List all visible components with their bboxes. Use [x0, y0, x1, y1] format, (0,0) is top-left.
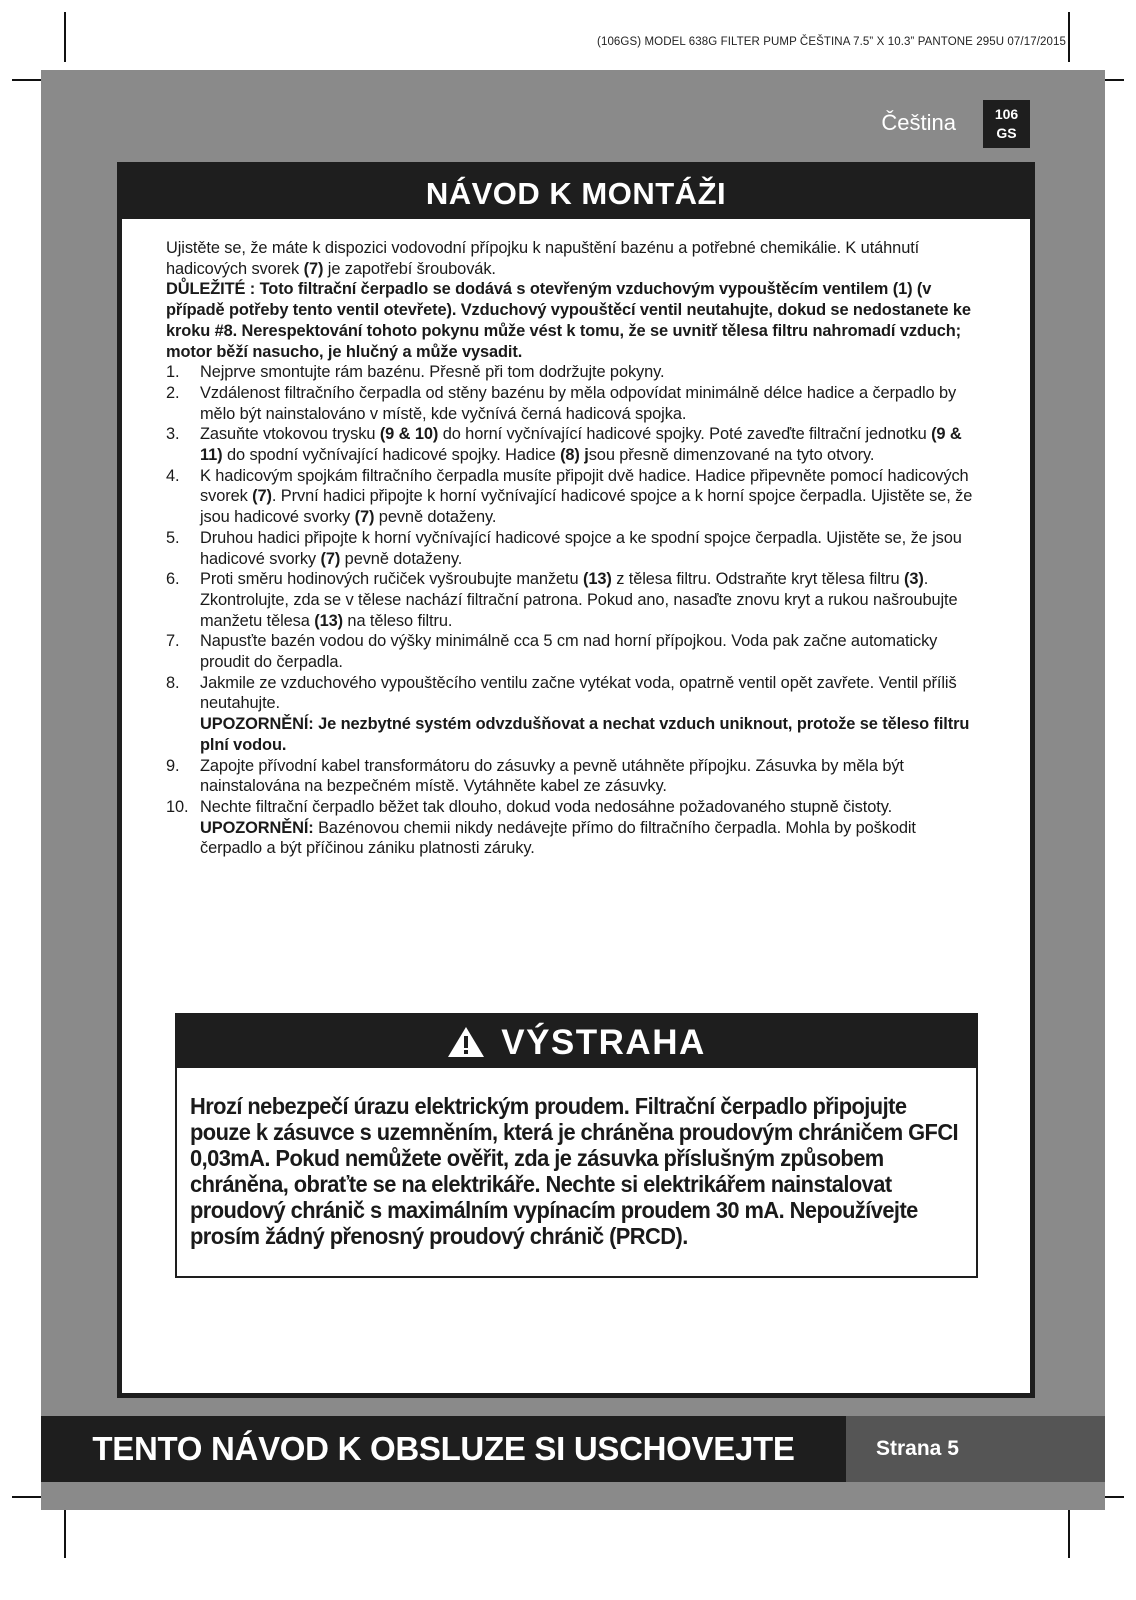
crop-mark: [1068, 1508, 1070, 1558]
step-number: 1.: [166, 363, 180, 382]
step-text: Proti směru hodinových ručiček vyšroubujte manžetu (13) z tělesa filtru. Odstraňte kryt tělesa filtru (3). Zkontrolujte, zda se v tělese nachází filtrační patrona. Pokud ano, nasaďte znovu kryt a rukou našroubujte manžetu tělesa (13) na těleso filtru.: [200, 570, 958, 630]
step-item: [166, 631, 976, 672]
step-text: Napusťte bazén vodou do výšky minimálně cca 5 cm nad horní přípojkou. Voda pak začne automaticky proudit do čerpadla.: [200, 632, 938, 672]
important-note: DŮLEŽITÉ : Toto filtrační čerpadlo se dodává s otevřeným vzduchovým vypouštěcím ventilem (1) (v případě potřeby tento ventil otevřete). Vzduchový vypouštěcí ventil neutahujte, dokud se nedostanete ke kroku #8. Nerespektování tohoto pokynu může vést k tomu, že se uvnitř tělesa filtru nahromadí vzduch; motor běží nasucho, je hlučný a může vysadit.: [166, 280, 971, 361]
step-item: [166, 466, 976, 528]
step-text: Nejprve smontujte rám bazénu. Přesně při tom dodržujte pokyny.: [200, 363, 665, 382]
warning-title: VÝSTRAHA: [501, 1023, 706, 1062]
step-item: [166, 673, 976, 756]
step-note: UPOZORNĚNÍ: Bazénovou chemii nikdy nedávejte přímo do filtračního čerpadla. Mohla by poškodit čerpadlo a být příčinou zániku platnosti záruky.: [200, 818, 916, 858]
page-code-number: 106: [994, 106, 1019, 122]
step-item: [166, 756, 976, 797]
step-item: [166, 569, 976, 631]
step-number: 10.: [166, 797, 189, 816]
step-number: 5.: [166, 528, 180, 547]
step-item: [166, 362, 976, 383]
footer-title: TENTO NÁVOD K OBSLUZE SI USCHOVEJTE: [41, 1416, 846, 1482]
step-number: 7.: [166, 632, 180, 651]
step-note: UPOZORNĚNÍ: Je nezbytné systém odvzdušňovat a nechat vzduch uniknout, protože se těleso filtru plní vodou.: [200, 715, 970, 754]
warning-box: [175, 1013, 978, 1278]
language-label: Čeština: [881, 110, 956, 135]
step-number: 6.: [166, 570, 180, 589]
step-text: Zasuňte vtokovou trysku (9 & 10) do horní vyčnívající hadicové spojky. Poté zaveďte filtrační jednotku (9 & 11) do spodní vyčnívající hadicové spojky. Hadice (8) jsou přesně dimenzované na tyto otvory.: [200, 425, 962, 465]
warning-text: Hrozí nebezpečí úrazu elektrickým proudem. Filtrační čerpadlo připojujte pouze k zásuvce s uzemněním, která je chráněna proudovým chráničem GFCI 0,03mA. Pokud nemůžete ověřit, zda je zásuvka příslušným způsobem chráněna, obraťte se na elektrikáře. Nechte si elektrikářem nainstalovat proudový chránič s maximálním vypínacím proudem 30 mA. Nepoužívejte prosím žádný přenosný proudový chránič (PRCD).: [190, 1093, 959, 1249]
page-code-suffix: GS: [996, 125, 1017, 141]
page-number: Strana 5: [846, 1416, 1105, 1482]
content-panel: [117, 162, 1035, 1398]
step-item: [166, 528, 976, 569]
step-text: Nechte filtrační čerpadlo běžet tak dlouho, dokud voda nedosáhne požadovaného stupně čistoty. UPOZORNĚNÍ: Bazénovou chemii nikdy nedávejte přímo do filtračního čerpadla. Mohla by poškodit čerpadlo a být příčinou zániku platnosti záruky.: [200, 797, 976, 859]
step-item: [166, 797, 976, 859]
warning-header: [177, 1015, 976, 1068]
step-item: [166, 424, 976, 465]
step-text: Vzdálenost filtračního čerpadla od stěny bazénu by měla odpovídat minimálně délce hadice a čerpadlo by mělo být nainstalováno v místě, kde vyčnívá černá hadicová spojka.: [200, 383, 957, 423]
page-code-badge: [983, 100, 1030, 148]
step-text: K hadicovým spojkám filtračního čerpadla musíte připojit dvě hadice. Hadice připevněte pomocí hadicových svorek (7). První hadici připojte k horní vyčnívající hadicové spojce a k horní spojce čerpadla. Ujistěte se, že jsou hadicové svorky (7) pevně dotaženy.: [200, 466, 973, 527]
step-text: Zapojte přívodní kabel transformátoru do zásuvky a pevně utáhněte přípojku. Zásuvka by měla být nainstalována na bezpečném místě. Vytáhněte kabel ze zásuvky.: [200, 756, 904, 796]
crop-mark: [64, 1508, 66, 1558]
print-header: (106GS) MODEL 638G FILTER PUMP ČEŠTINA 7.5” X 10.3” PANTONE 295U 07/17/2015: [597, 36, 1066, 48]
section-title: NÁVOD K MONTÁŽI: [122, 167, 1030, 219]
step-number: 3.: [166, 425, 180, 444]
crop-mark: [1068, 12, 1070, 62]
step-number: 2.: [166, 383, 180, 402]
instructions-text: [166, 238, 976, 859]
step-text: Jakmile ze vzduchového vypouštěcího ventilu začne vytékat voda, opatrně ventil opět zavřete. Ventil příliš neutahujte. UPOZORNĚNÍ: Je nezbytné systém odvzdušňovat a nechat vzduch uniknout, protože se těleso filtru plní vodou.: [200, 673, 976, 756]
step-text: Druhou hadici připojte k horní vyčnívající hadicové spojce a ke spodní spojce čerpadla. Ujistěte se, že jsou hadicové svorky (7) pevně dotaženy.: [200, 528, 962, 568]
step-number: 9.: [166, 756, 180, 775]
step-number: 8.: [166, 673, 180, 692]
step-item: [166, 383, 976, 424]
warning-triangle-icon: [447, 1026, 485, 1058]
crop-mark: [64, 12, 66, 62]
steps-list: [166, 362, 976, 859]
intro-paragraph: Ujistěte se, že máte k dispozici vodovodní přípojku k napuštění bazénu a potřebné chemikálie. K utáhnutí hadicových svorek (7) je zapotřebí šroubovák.: [166, 239, 920, 278]
step-number: 4.: [166, 466, 180, 485]
